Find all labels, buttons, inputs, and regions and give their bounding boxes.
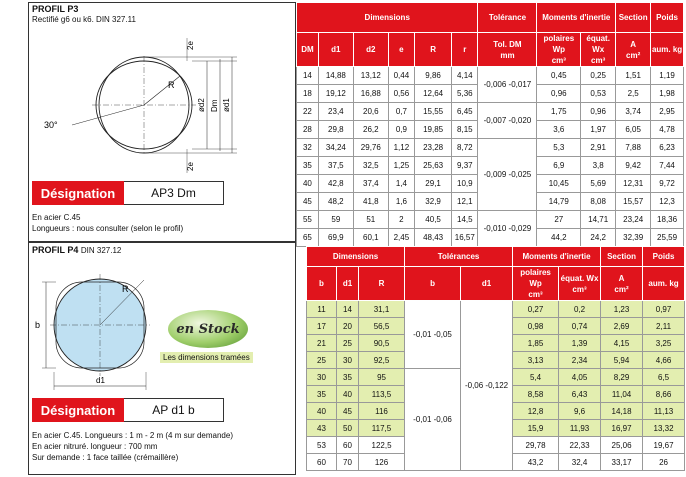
p4-cell: 35 xyxy=(307,386,337,403)
p4-tol-b-cell: -0,01 -0,06 xyxy=(405,369,461,471)
p3-cell: 16,88 xyxy=(353,85,388,103)
p4-cell: 16,97 xyxy=(601,420,643,437)
p3-cell: 37,4 xyxy=(353,175,388,193)
p3-cell: 45 xyxy=(297,193,319,211)
p3-cell: 32,39 xyxy=(616,229,651,247)
p4-cell: 29,78 xyxy=(513,437,559,454)
p4-cell: 20 xyxy=(337,318,359,335)
p3-cell: 32,5 xyxy=(353,157,388,175)
p3-cell: 14,5 xyxy=(452,211,478,229)
p3-cell: 20,6 xyxy=(353,103,388,121)
p3-cell: 0,44 xyxy=(388,67,414,85)
p3-cell: 1,97 xyxy=(581,121,616,139)
p4-col-tol-d1: d1 xyxy=(461,267,513,301)
p3-cell: 41,8 xyxy=(353,193,388,211)
p3-cell: 0,56 xyxy=(388,85,414,103)
p3-cell: 0,9 xyxy=(388,121,414,139)
p3-cell: 7,88 xyxy=(616,139,651,157)
p4-cell: 30 xyxy=(337,352,359,369)
p4-d1-label: d1 xyxy=(96,376,105,385)
p3-cell: 29,76 xyxy=(353,139,388,157)
p4-col-a: A cm² xyxy=(601,267,643,301)
p4-note-2: En acier nitruré. longueur : 700 mm xyxy=(32,442,158,451)
p3-tol-cell: -0,007 -0,020 xyxy=(478,103,537,139)
p4-cell: 21 xyxy=(307,335,337,352)
p3-cell: 28 xyxy=(297,121,319,139)
p4-cell: 0,97 xyxy=(643,301,685,318)
p4-hdr-poids: Poids xyxy=(643,247,685,267)
p3-cell: 40,5 xyxy=(415,211,452,229)
p4-cell: 3,13 xyxy=(513,352,559,369)
p4-cell: 17 xyxy=(307,318,337,335)
p3-cell: 3,8 xyxy=(581,157,616,175)
p4-cell: 2,34 xyxy=(559,352,601,369)
p3-cell: 12,31 xyxy=(616,175,651,193)
p4-cell: 15,9 xyxy=(513,420,559,437)
p3-cell: 25,63 xyxy=(415,157,452,175)
p3-col-tol: Tol. DM mm xyxy=(478,33,537,67)
p4-cell: 25 xyxy=(337,335,359,352)
p3-col-e: e xyxy=(388,33,414,67)
p4-cell: 1,85 xyxy=(513,335,559,352)
p3-angle-label: 30° xyxy=(44,120,58,130)
p3-cell: 4,78 xyxy=(651,121,684,139)
p3-cell: 23,24 xyxy=(616,211,651,229)
p4-profile-drawing xyxy=(32,262,172,397)
p4-cell: 6,43 xyxy=(559,386,601,403)
p3-cell: 14,71 xyxy=(581,211,616,229)
p3-cell: 34,24 xyxy=(318,139,353,157)
p3-cell: 32,9 xyxy=(415,193,452,211)
p4-cell: 33,17 xyxy=(601,454,643,471)
p3-cell: 12,3 xyxy=(651,193,684,211)
p3-tol-cell: -0,006 -0,017 xyxy=(478,67,537,103)
p4-title: PROFIL P4 xyxy=(32,245,79,255)
p3-cell: 5,69 xyxy=(581,175,616,193)
p3-cell: 16,57 xyxy=(452,229,478,247)
p3-profile-drawing xyxy=(32,28,282,178)
p3-col-dm: DM xyxy=(297,33,319,67)
p4-cell: 0,27 xyxy=(513,301,559,318)
p3-r-label: R xyxy=(168,80,175,90)
p3-cell: 13,12 xyxy=(353,67,388,85)
p4-cell: 92,5 xyxy=(359,352,405,369)
p3-cell: 8,72 xyxy=(452,139,478,157)
p4-cell: 50 xyxy=(337,420,359,437)
p3-cell: 0,53 xyxy=(581,85,616,103)
p3-cell: 9,72 xyxy=(651,175,684,193)
p4-cell: 8,66 xyxy=(643,386,685,403)
p4-hdr-section: Section xyxy=(601,247,643,267)
p3-tol-cell: -0,010 -0,029 xyxy=(478,211,537,247)
p3-cell: 29,8 xyxy=(318,121,353,139)
p3-cell: 15,57 xyxy=(616,193,651,211)
p3-cell: 0,7 xyxy=(388,103,414,121)
p3-cell: 0,25 xyxy=(581,67,616,85)
p3-cell: 26,2 xyxy=(353,121,388,139)
p3-cell: 1,25 xyxy=(388,157,414,175)
p3-cell: 4,14 xyxy=(452,67,478,85)
p3-cell: 23,28 xyxy=(415,139,452,157)
p4-r-label: R xyxy=(122,284,129,294)
p4-cell: 43 xyxy=(307,420,337,437)
p3-cell: 7,44 xyxy=(651,157,684,175)
p4-cell: 35 xyxy=(337,369,359,386)
p4-tol-d1-cell: -0,06 -0,122 xyxy=(461,301,513,471)
p3-cell: 40 xyxy=(297,175,319,193)
p4-table xyxy=(306,246,685,471)
p3-e-bot-label: 2e xyxy=(186,162,195,171)
p4-cell: 11,13 xyxy=(643,403,685,420)
p3-cell: 1,51 xyxy=(616,67,651,85)
p3-cell: 14,79 xyxy=(537,193,581,211)
p3-cell: 5,3 xyxy=(537,139,581,157)
p4-cell: 2,11 xyxy=(643,318,685,335)
p3-cell: 18 xyxy=(297,85,319,103)
p3-d1-label: ød1 xyxy=(222,98,231,112)
p3-cell: 0,96 xyxy=(581,103,616,121)
p4-cell: 30 xyxy=(307,369,337,386)
p3-cell: 15,55 xyxy=(415,103,452,121)
p3-cell: 1,4 xyxy=(388,175,414,193)
p4-cell: 3,25 xyxy=(643,335,685,352)
p4-hdr-dimensions: Dimensions xyxy=(307,247,405,267)
p4-cell: 45 xyxy=(337,403,359,420)
p4-cell: 32,4 xyxy=(559,454,601,471)
p4-cell: 53 xyxy=(307,437,337,454)
p3-col-d2: d2 xyxy=(353,33,388,67)
p3-cell: 9,37 xyxy=(452,157,478,175)
p3-cell: 1,19 xyxy=(651,67,684,85)
p3-cell: 2,91 xyxy=(581,139,616,157)
p4-cell: 40 xyxy=(307,403,337,420)
p3-cell: 6,05 xyxy=(616,121,651,139)
p4-cell: 22,33 xyxy=(559,437,601,454)
p3-d2-label: ød2 xyxy=(197,98,206,112)
p3-note-2: Longueurs : nous consulter (selon le profil) xyxy=(32,224,184,233)
p3-cell: 27 xyxy=(537,211,581,229)
p3-cell: 48,2 xyxy=(318,193,353,211)
p3-tol-cell: -0,009 -0,025 xyxy=(478,139,537,211)
p3-cell: 12,64 xyxy=(415,85,452,103)
p4-cell: 13,32 xyxy=(643,420,685,437)
p3-col-r: r xyxy=(452,33,478,67)
p4-cell: 95 xyxy=(359,369,405,386)
p3-hdr-dimensions: Dimensions xyxy=(297,3,478,33)
p3-cell: 6,9 xyxy=(537,157,581,175)
p4-cell: 14,18 xyxy=(601,403,643,420)
p3-designation-value: AP3 Dm xyxy=(124,181,224,205)
p3-title: PROFIL P3 xyxy=(32,4,79,14)
p3-cell: 0,96 xyxy=(537,85,581,103)
p4-cell: 19,67 xyxy=(643,437,685,454)
p3-cell: 60,1 xyxy=(353,229,388,247)
p3-cell: 42,8 xyxy=(318,175,353,193)
p3-cell: 2,95 xyxy=(651,103,684,121)
p4-cell: 60 xyxy=(337,437,359,454)
p4-cell: 0,74 xyxy=(559,318,601,335)
p3-cell: 48,43 xyxy=(415,229,452,247)
p4-table-row xyxy=(307,301,685,318)
p3-col-a: A cm² xyxy=(616,33,651,67)
p3-cell: 6,45 xyxy=(452,103,478,121)
p3-cell: 8,08 xyxy=(581,193,616,211)
p3-cell: 1,12 xyxy=(388,139,414,157)
p4-cell: 60 xyxy=(307,454,337,471)
p4-cell: 6,5 xyxy=(643,369,685,386)
p3-dm-label: Dm xyxy=(210,99,219,112)
p3-cell: 1,98 xyxy=(651,85,684,103)
p4-col-d1: d1 xyxy=(337,267,359,301)
p3-cell: 14 xyxy=(297,67,319,85)
p3-table-row xyxy=(297,67,684,85)
p3-cell: 29,1 xyxy=(415,175,452,193)
p4-cell: 1,23 xyxy=(601,301,643,318)
p4-cell: 117,5 xyxy=(359,420,405,437)
p3-note-1: En acier C.45 xyxy=(32,213,81,222)
p3-cell: 9,42 xyxy=(616,157,651,175)
p4-cell: 8,58 xyxy=(513,386,559,403)
p4-cell: 1,39 xyxy=(559,335,601,352)
p4-cell: 9,6 xyxy=(559,403,601,420)
p4-cell: 40 xyxy=(337,386,359,403)
p4-cell: 90,5 xyxy=(359,335,405,352)
p4-designation-label: Désignation xyxy=(32,398,124,422)
p4-cell: 5,94 xyxy=(601,352,643,369)
p4-cell: 0,98 xyxy=(513,318,559,335)
p4-cell: 5,4 xyxy=(513,369,559,386)
p3-hdr-moments: Moments d'inertie xyxy=(537,3,616,33)
p3-hdr-section: Section xyxy=(616,3,651,33)
p3-cell: 2,45 xyxy=(388,229,414,247)
p4-col-b: b xyxy=(307,267,337,301)
stock-badge: en Stock xyxy=(168,310,248,348)
p4-col-wp: polaires Wp cm³ xyxy=(513,267,559,301)
p4-cell: 113,5 xyxy=(359,386,405,403)
p4-cell: 12,8 xyxy=(513,403,559,420)
p4-cell: 116 xyxy=(359,403,405,420)
p4-cell: 4,15 xyxy=(601,335,643,352)
p4-cell: 70 xyxy=(337,454,359,471)
p3-cell: 35 xyxy=(297,157,319,175)
p3-cell: 23,4 xyxy=(318,103,353,121)
p4-col-tol-b: b xyxy=(405,267,461,301)
p4-cell: 14 xyxy=(337,301,359,318)
p3-cell: 24,2 xyxy=(581,229,616,247)
p4-cell: 122,5 xyxy=(359,437,405,454)
p3-col-kg: aum. kg xyxy=(651,33,684,67)
p3-table-row xyxy=(297,103,684,121)
p4-cell: 43,2 xyxy=(513,454,559,471)
p4-cell: 11,04 xyxy=(601,386,643,403)
p4-col-kg: aum. kg xyxy=(643,267,685,301)
p4-b-label: b xyxy=(35,320,41,330)
p3-cell: 59 xyxy=(318,211,353,229)
p3-subtitle: Rectifié g6 ou k6. DIN 327.11 xyxy=(32,15,136,24)
p3-cell: 32 xyxy=(297,139,319,157)
p3-col-r-big: R xyxy=(415,33,452,67)
p4-note-3: Sur demande : 1 face taillée (crémaillère) xyxy=(32,453,179,462)
p4-cell: 11 xyxy=(307,301,337,318)
p4-hdr-moments: Moments d'inertie xyxy=(513,247,601,267)
p4-designation-value: AP d1 b xyxy=(124,398,224,422)
p4-title-line xyxy=(32,245,121,255)
p3-cell: 5,36 xyxy=(452,85,478,103)
p3-cell: 0,45 xyxy=(537,67,581,85)
p4-col-r: R xyxy=(359,267,405,301)
p3-cell: 69,9 xyxy=(318,229,353,247)
p3-cell: 9,86 xyxy=(415,67,452,85)
p3-cell: 1,6 xyxy=(388,193,414,211)
p3-hdr-poids: Poids xyxy=(651,3,684,33)
p4-cell: 56,5 xyxy=(359,318,405,335)
p3-cell: 10,9 xyxy=(452,175,478,193)
p3-cell: 19,85 xyxy=(415,121,452,139)
p3-col-d1: d1 xyxy=(318,33,353,67)
p3-cell: 2,5 xyxy=(616,85,651,103)
p4-cell: 25,06 xyxy=(601,437,643,454)
p3-cell: 6,23 xyxy=(651,139,684,157)
p4-cell: 25 xyxy=(307,352,337,369)
p3-cell: 37,5 xyxy=(318,157,353,175)
p4-cell: 11,93 xyxy=(559,420,601,437)
p3-cell: 14,88 xyxy=(318,67,353,85)
p3-cell: 22 xyxy=(297,103,319,121)
p3-cell: 12,1 xyxy=(452,193,478,211)
p3-col-wp: polaires Wp cm³ xyxy=(537,33,581,67)
p4-cell: 126 xyxy=(359,454,405,471)
p3-cell: 55 xyxy=(297,211,319,229)
p4-hdr-tolerances: Tolérances xyxy=(405,247,513,267)
p3-cell: 2 xyxy=(388,211,414,229)
p3-table-row xyxy=(297,139,684,157)
p4-cell: 31,1 xyxy=(359,301,405,318)
p4-cell: 2,69 xyxy=(601,318,643,335)
p4-col-wx: équat. Wx cm³ xyxy=(559,267,601,301)
p3-cell: 25,59 xyxy=(651,229,684,247)
p3-cell: 65 xyxy=(297,229,319,247)
p4-tol-b-cell: -0,01 -0,05 xyxy=(405,301,461,369)
p3-cell: 3,6 xyxy=(537,121,581,139)
p3-cell: 3,74 xyxy=(616,103,651,121)
p3-cell: 19,12 xyxy=(318,85,353,103)
p3-designation-label: Désignation xyxy=(32,181,124,205)
p4-cell: 26 xyxy=(643,454,685,471)
p4-cell: 4,66 xyxy=(643,352,685,369)
p4-cell: 8,29 xyxy=(601,369,643,386)
p4-subtitle: DIN 327.12 xyxy=(80,246,122,255)
p3-cell: 10,45 xyxy=(537,175,581,193)
p3-table-row xyxy=(297,211,684,229)
stock-note: Les dimensions tramées xyxy=(160,352,253,363)
p3-cell: 8,15 xyxy=(452,121,478,139)
p3-cell: 44,2 xyxy=(537,229,581,247)
p4-cell: 0,2 xyxy=(559,301,601,318)
p3-e-top-label: 2e xyxy=(186,41,195,50)
p3-cell: 18,36 xyxy=(651,211,684,229)
p3-cell: 51 xyxy=(353,211,388,229)
p3-table xyxy=(296,2,684,247)
p3-col-wx: équat. Wx cm³ xyxy=(581,33,616,67)
p4-note-1: En acier C.45. Longueurs : 1 m - 2 m (4 m sur demande) xyxy=(32,431,233,440)
p4-cell: 4,05 xyxy=(559,369,601,386)
p3-cell: 1,75 xyxy=(537,103,581,121)
p3-hdr-tolerance: Tolérance xyxy=(478,3,537,33)
